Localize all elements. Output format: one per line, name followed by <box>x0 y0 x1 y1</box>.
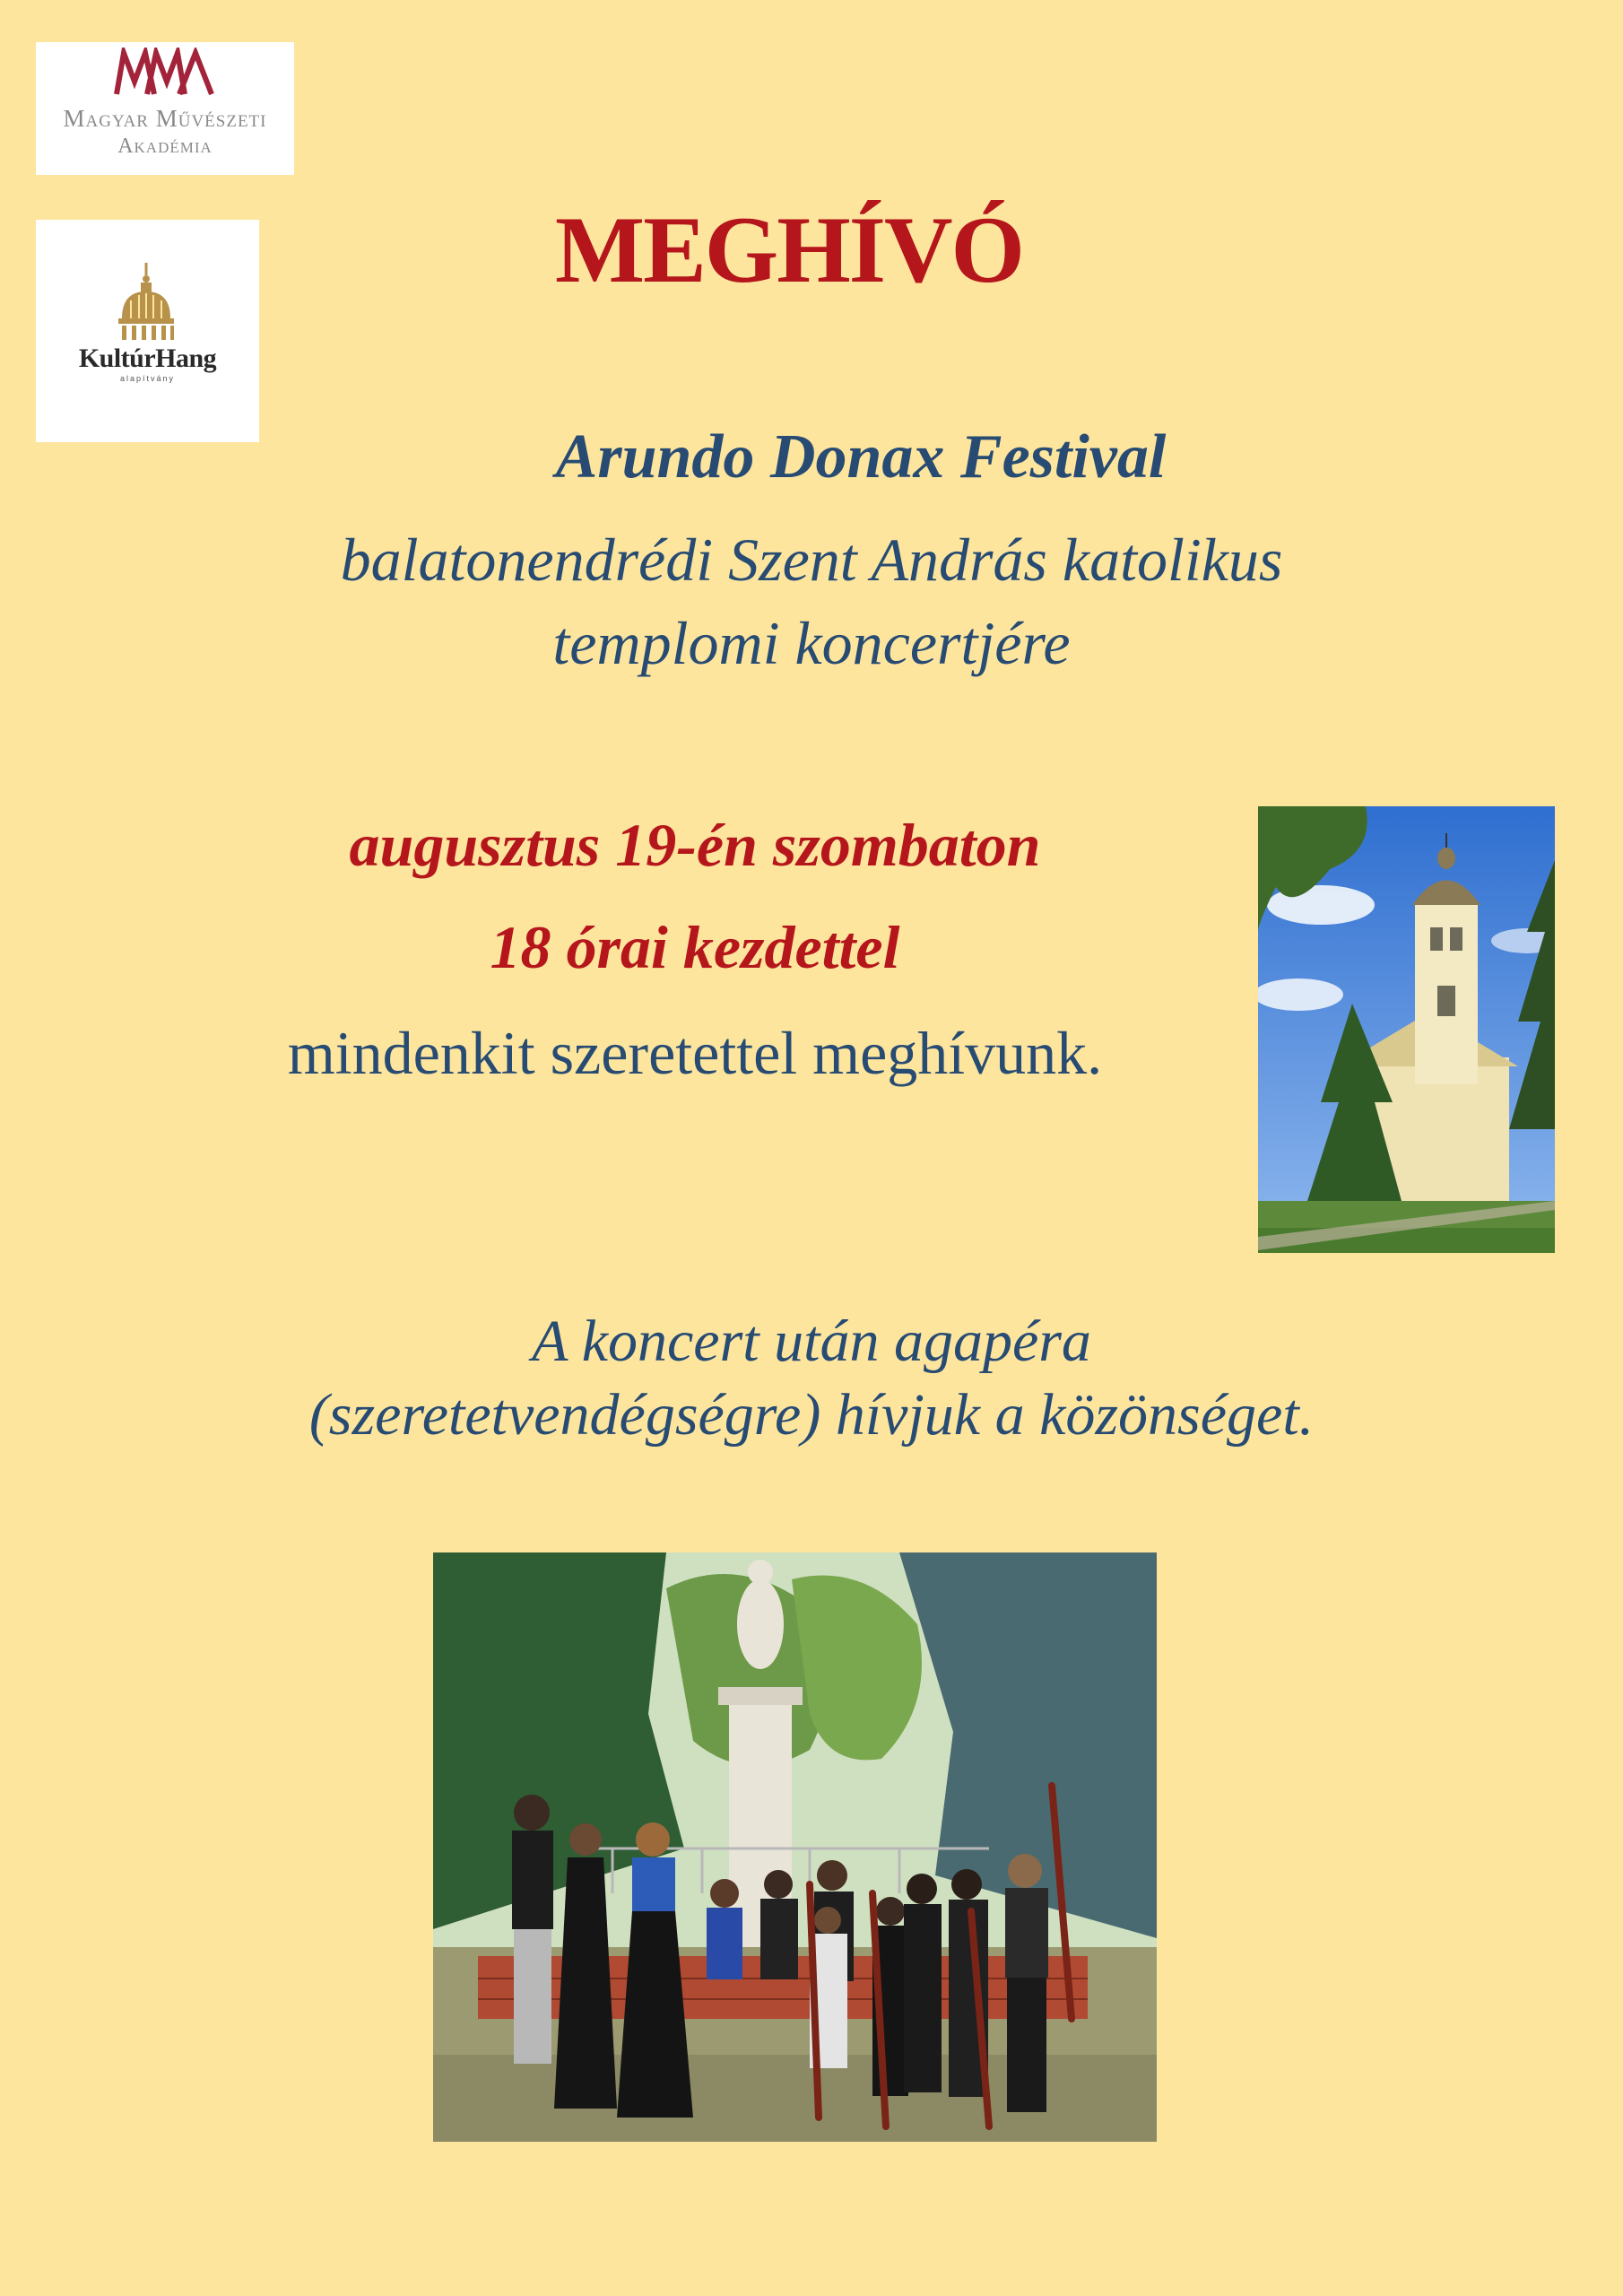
venue-line-1: balatonendrédi Szent András katolikus <box>340 526 1283 594</box>
ensemble-group-photo <box>433 1552 1157 2142</box>
dome-icon <box>115 261 178 344</box>
mma-logo-line1: Magyar Művészeti <box>63 105 267 132</box>
event-time: 18 órai kezdettel <box>490 913 900 981</box>
kulturhang-logo <box>36 220 259 442</box>
venue-line-2: templomi koncertjére <box>552 609 1071 677</box>
mma-logo-mark <box>113 48 217 98</box>
kulturhang-name: KultúrHang <box>78 344 217 373</box>
after-concert-line-2: (szeretetvendégségre) hívjuk a közönséget. <box>308 1382 1315 1448</box>
after-concert-line-1: A koncert után agapéra <box>532 1309 1091 1374</box>
festival-name: Arundo Donax Festival <box>555 422 1167 491</box>
invitation-title: MEGHÍVÓ <box>555 197 1023 302</box>
event-date: augusztus 19-én szombaton <box>349 811 1041 879</box>
kulturhang-sub: alapítvány <box>119 374 176 383</box>
invite-text: mindenkit szeretettel meghívunk. <box>287 1019 1103 1087</box>
mma-logo <box>36 42 294 175</box>
church-photo <box>1258 806 1555 1253</box>
mma-logo-line2: Akadémia <box>117 135 213 158</box>
